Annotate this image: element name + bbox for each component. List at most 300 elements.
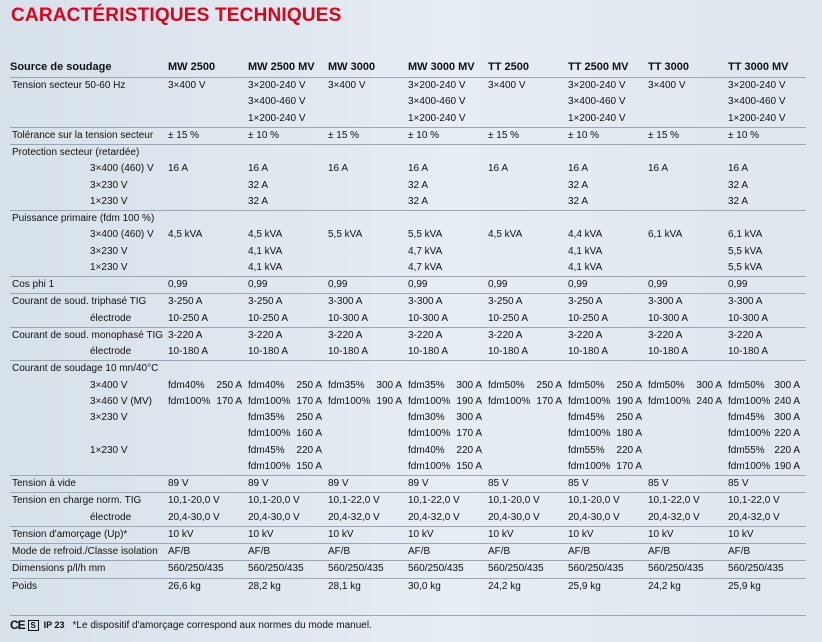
spec-cell: 10,1-22,0 V (328, 493, 408, 510)
spec-cell: 26,6 kg (168, 578, 248, 595)
duty-cycle-percent: fdm45% (248, 444, 285, 456)
row-label: Dimensions p/l/h mm (10, 561, 168, 578)
duty-cycle-current: 150 A (456, 460, 482, 472)
row-label: électrode (90, 346, 132, 358)
spec-cell: 16 A (648, 163, 669, 175)
duty-cycle-current: 170 A (616, 460, 642, 472)
spec-cell (568, 426, 648, 442)
spec-cell (648, 94, 728, 110)
spec-cell (168, 111, 248, 128)
spec-cell: 20,4-30,0 V (248, 511, 300, 523)
spec-cell: 5,5 kVA (728, 245, 763, 257)
duty-cycle-current: 170 A (296, 395, 322, 407)
duty-cycle-percent: fdm55% (568, 444, 605, 456)
spec-cell (248, 410, 328, 426)
spec-cell (168, 459, 248, 476)
duty-cycle-percent: fdm40% (248, 379, 285, 391)
spec-cell (328, 260, 408, 277)
spec-cell (568, 459, 648, 476)
spec-cell (408, 426, 488, 442)
spec-cell (248, 426, 328, 442)
spec-row (10, 394, 806, 410)
spec-cell: 10-180 A (488, 346, 529, 358)
spec-cell: ± 10 % (248, 127, 328, 144)
spec-cell: 560/250/435 (328, 561, 408, 578)
spec-cell (168, 194, 248, 211)
duty-cycle-current: 220 A (616, 444, 642, 456)
spec-cell: ± 10 % (408, 127, 488, 144)
duty-cycle-value (728, 443, 806, 459)
spec-cell: 20,4-32,0 V (728, 511, 780, 523)
spec-cell: 89 V (328, 476, 408, 493)
spec-cell (248, 459, 328, 476)
duty-cycle-value (408, 443, 488, 459)
duty-cycle-value (248, 459, 328, 475)
spec-cell: 20,4-32,0 V (328, 511, 380, 523)
spec-cell (568, 394, 648, 410)
spec-cell: 20,4-32,0 V (648, 511, 700, 523)
spec-cell (328, 111, 408, 128)
spec-cell (328, 426, 408, 442)
spec-row (10, 526, 806, 543)
spec-cell (728, 443, 806, 459)
duty-cycle-percent: fdm100% (408, 395, 451, 407)
footnote: *Le dispositif d'amorçage correspond aux normes du mode manuel. (72, 619, 372, 631)
spec-cell: 0,99 (248, 277, 328, 294)
spec-cell (488, 410, 568, 426)
spec-cell (648, 443, 728, 459)
duty-cycle-value (728, 378, 806, 394)
row-label (10, 459, 168, 476)
spec-cell: 20,4-30,0 V (168, 511, 220, 523)
spec-cell: 10-300 A (328, 312, 369, 324)
spec-cell: 16 A (408, 163, 429, 175)
spec-cell (328, 194, 408, 211)
spec-cell: ± 15 % (648, 127, 728, 144)
spec-cell (648, 111, 728, 128)
spec-cell (248, 443, 328, 459)
spec-cell: 20,4-32,0 V (408, 511, 460, 523)
duty-cycle-value (408, 426, 488, 442)
spec-cell: 6,1 kVA (648, 229, 683, 241)
row-label: 3×230 V (90, 179, 128, 191)
spec-cell: 10-180 A (248, 346, 289, 358)
spec-cell: 3-220 A (728, 327, 806, 344)
duty-cycle-percent: fdm35% (248, 412, 285, 424)
spec-cell: 10-300 A (728, 312, 769, 324)
spec-cell (728, 378, 806, 394)
spec-row (10, 311, 806, 328)
spec-cell (648, 426, 728, 442)
model-header: MW 2500 MV (248, 56, 328, 78)
spec-cell (728, 459, 806, 476)
spec-cell: 3×400-460 V (408, 96, 466, 108)
spec-cell: 3×400 V (168, 78, 248, 95)
spec-cell (488, 111, 568, 128)
spec-cell: 16 A (248, 163, 269, 175)
spec-cell: 10-180 A (408, 346, 449, 358)
spec-cell: 5,5 kVA (328, 229, 363, 241)
spec-cell: 25,9 kg (568, 578, 648, 595)
row-label: électrode (90, 312, 132, 324)
spec-row (10, 94, 806, 110)
duty-cycle-current: 220 A (456, 444, 482, 456)
spec-cell: 89 V (408, 476, 488, 493)
spec-cell: 10 kV (328, 526, 408, 543)
spec-cell: 10 kV (728, 526, 806, 543)
duty-cycle-value (728, 410, 806, 426)
spec-cell: AF/B (328, 544, 408, 561)
duty-cycle-value (568, 443, 648, 459)
spec-cell (168, 443, 248, 459)
spec-row (10, 344, 806, 361)
model-header: MW 3000 (328, 56, 408, 78)
spec-row (10, 544, 806, 561)
row-label: 3×230 V (90, 245, 128, 257)
spec-cell (168, 426, 248, 442)
duty-cycle-percent: fdm100% (248, 460, 291, 472)
spec-cell (568, 378, 648, 394)
spec-cell: AF/B (488, 544, 568, 561)
spec-cell: 32 A (408, 195, 429, 207)
spec-cell: 0,99 (488, 277, 568, 294)
section-label: Courant de soudage 10 mn/40°C (10, 361, 806, 378)
spec-cell (328, 410, 408, 426)
spec-row (10, 561, 806, 578)
spec-cell (168, 378, 248, 394)
spec-cell: 32 A (248, 195, 269, 207)
spec-cell (168, 244, 248, 260)
spec-cell (648, 244, 728, 260)
duty-cycle-percent: fdm50% (568, 379, 605, 391)
spec-cell: 32 A (248, 179, 269, 191)
spec-row (10, 294, 806, 311)
spec-cell: AF/B (648, 544, 728, 561)
spec-cell (648, 378, 728, 394)
spec-cell (568, 410, 648, 426)
spec-cell: 3-220 A (648, 327, 728, 344)
duty-cycle-current: 300 A (774, 412, 800, 424)
duty-cycle-percent: fdm100% (408, 460, 451, 472)
spec-cell (328, 443, 408, 459)
duty-cycle-value (408, 459, 488, 475)
spec-row (10, 578, 806, 595)
spec-cell: 85 V (488, 476, 568, 493)
duty-cycle-value (168, 394, 248, 410)
spec-cell (648, 394, 728, 410)
spec-cell: 10,1-20,0 V (488, 493, 568, 510)
duty-cycle-current: 190 A (456, 395, 482, 407)
row-label: Cos phi 1 (10, 277, 168, 294)
duty-cycle-percent: fdm40% (408, 444, 445, 456)
spec-cell: 20,4-30,0 V (488, 511, 540, 523)
duty-cycle-percent: fdm35% (328, 379, 365, 391)
model-header: TT 2500 (488, 56, 568, 78)
header-row (10, 56, 806, 78)
duty-cycle-current: 300 A (774, 379, 800, 391)
spec-cell (568, 443, 648, 459)
spec-row (10, 260, 806, 277)
duty-cycle-percent: fdm100% (728, 395, 771, 407)
duty-cycle-current: 160 A (296, 428, 322, 440)
spec-cell (408, 410, 488, 426)
duty-cycle-value (488, 378, 568, 394)
spec-cell: 3×400-460 V (248, 96, 306, 108)
duty-cycle-current: 190 A (616, 395, 642, 407)
spec-cell: 3×400 V (488, 78, 568, 95)
model-header: MW 2500 (168, 56, 248, 78)
spec-row (10, 410, 806, 426)
spec-cell (648, 260, 728, 277)
duty-cycle-percent: fdm100% (568, 428, 611, 440)
spec-cell: 10-300 A (648, 312, 689, 324)
row-label (10, 111, 168, 128)
duty-cycle-percent: fdm100% (568, 395, 611, 407)
spec-cell: 16 A (168, 163, 189, 175)
spec-cell: 10-180 A (168, 346, 209, 358)
spec-row (10, 378, 806, 394)
row-label: Tension d'amorçage (Up)* (10, 526, 168, 543)
spec-cell: 16 A (328, 163, 349, 175)
duty-cycle-current: 250 A (616, 379, 642, 391)
spec-cell: 85 V (728, 476, 806, 493)
duty-cycle-value (728, 459, 806, 475)
spec-cell: 85 V (568, 476, 648, 493)
row-label: Tension à vide (10, 476, 168, 493)
duty-cycle-current: 190 A (376, 395, 402, 407)
duty-cycle-value (568, 378, 648, 394)
spec-cell: 3-250 A (568, 294, 648, 311)
row-label: Tension secteur 50-60 Hz (10, 78, 168, 95)
spec-cell: 32 A (408, 179, 429, 191)
duty-cycle-value (568, 394, 648, 410)
spec-cell: 85 V (648, 476, 728, 493)
spec-cell: 1×200-240 V (728, 112, 786, 124)
spec-cell: 3×200-240 V (568, 78, 648, 95)
spec-cell (168, 178, 248, 194)
row-label: Courant de soud. monophasé TIG (10, 327, 168, 344)
spec-cell: 16 A (568, 163, 589, 175)
duty-cycle-percent: fdm50% (488, 379, 525, 391)
row-label: Tolérance sur la tension secteur (10, 127, 168, 144)
certification-marks (10, 618, 65, 632)
spec-cell: 32 A (568, 179, 589, 191)
spec-cell: 3-250 A (168, 294, 248, 311)
duty-cycle-current: 190 A (774, 460, 800, 472)
duty-cycle-current: 250 A (216, 379, 242, 391)
row-label: Tension en charge norm. TIG (10, 493, 168, 510)
spec-cell: AF/B (568, 544, 648, 561)
spec-cell: 6,1 kVA (728, 229, 763, 241)
duty-cycle-value (408, 394, 488, 410)
spec-cell: 1×200-240 V (248, 112, 306, 124)
spec-cell (488, 378, 568, 394)
spec-cell: 16 A (728, 163, 749, 175)
spec-cell: 560/250/435 (568, 561, 648, 578)
duty-cycle-current: 170 A (216, 395, 242, 407)
spec-cell: 10,1-20,0 V (248, 493, 328, 510)
spec-cell: 10,1-22,0 V (648, 493, 728, 510)
spec-row (10, 111, 806, 128)
spec-cell: 10,1-20,0 V (168, 493, 248, 510)
page-title: CARACTÉRISTIQUES TECHNIQUES (11, 5, 342, 26)
spec-cell: 32 A (728, 195, 749, 207)
duty-cycle-value (168, 378, 248, 394)
spec-cell (488, 426, 568, 442)
spec-row (10, 459, 806, 476)
duty-cycle-percent: fdm100% (248, 395, 291, 407)
row-label: 1×230 V (90, 195, 128, 207)
spec-cell (328, 178, 408, 194)
spec-cell: 3-220 A (328, 327, 408, 344)
spec-cell: 3×400 V (328, 78, 408, 95)
duty-cycle-current: 170 A (456, 428, 482, 440)
duty-cycle-current: 300 A (696, 379, 722, 391)
duty-cycle-percent: fdm100% (568, 460, 611, 472)
duty-cycle-current: 220 A (774, 428, 800, 440)
spec-cell: 32 A (568, 195, 589, 207)
model-header: TT 3000 (648, 56, 728, 78)
spec-cell: 3-300 A (728, 294, 806, 311)
spec-cell: 25,9 kg (728, 578, 806, 595)
spec-cell: 10-250 A (248, 312, 289, 324)
spec-cell: 3-220 A (488, 327, 568, 344)
spec-cell: 10-180 A (328, 346, 369, 358)
spec-cell: 30,0 kg (408, 578, 488, 595)
spec-cell: ± 15 % (168, 127, 248, 144)
spec-cell (248, 378, 328, 394)
duty-cycle-current: 220 A (774, 444, 800, 456)
spec-cell: 0,99 (568, 277, 648, 294)
spec-cell (328, 459, 408, 476)
spec-cell: 560/250/435 (168, 561, 248, 578)
footer (10, 615, 806, 634)
duty-cycle-percent: fdm100% (248, 428, 291, 440)
ce-mark-icon: CE (10, 618, 25, 632)
spec-cell: ± 10 % (728, 127, 806, 144)
duty-cycle-percent: fdm30% (408, 412, 445, 424)
spec-row (10, 327, 806, 344)
spec-cell (408, 459, 488, 476)
spec-cell: 3-300 A (648, 294, 728, 311)
spec-cell: 4,1 kVA (568, 261, 603, 273)
spec-cell (168, 260, 248, 277)
spec-cell (648, 194, 728, 211)
spec-cell: 3×200-240 V (408, 78, 488, 95)
spec-cell: 4,1 kVA (248, 245, 283, 257)
row-label: Poids (10, 578, 168, 595)
spec-cell (488, 178, 568, 194)
spec-row (10, 277, 806, 294)
spec-cell: 10-250 A (168, 312, 209, 324)
spec-cell: 3×200-240 V (728, 78, 806, 95)
spec-cell (728, 426, 806, 442)
spec-cell (168, 394, 248, 410)
row-label: 3×400 (460) V (90, 229, 154, 241)
duty-cycle-percent: fdm100% (408, 428, 451, 440)
spec-cell: 4,1 kVA (248, 261, 283, 273)
duty-cycle-value (568, 410, 648, 426)
spec-row (10, 476, 806, 493)
spec-cell: 3×400 V (648, 78, 728, 95)
spec-cell: AF/B (168, 544, 248, 561)
spec-row (10, 78, 806, 95)
spec-cell: 10-180 A (648, 346, 689, 358)
duty-cycle-current: 170 A (536, 395, 562, 407)
duty-cycle-current: 240 A (696, 395, 722, 407)
row-label (10, 426, 168, 442)
spec-cell (408, 378, 488, 394)
section-row (10, 361, 806, 378)
duty-cycle-value (728, 394, 806, 410)
model-header: MW 3000 MV (408, 56, 488, 78)
header-label: Source de soudage (10, 56, 168, 78)
spec-cell: 0,99 (168, 277, 248, 294)
duty-cycle-percent: fdm100% (168, 395, 211, 407)
spec-cell (648, 178, 728, 194)
spec-cell: 3×400-460 V (568, 96, 626, 108)
spec-cell (488, 260, 568, 277)
spec-cell (248, 394, 328, 410)
spec-cell: ± 10 % (568, 127, 648, 144)
row-label: Mode de refroid./Classe isolation (10, 544, 168, 561)
duty-cycle-percent: fdm45% (568, 412, 605, 424)
spec-row (10, 443, 806, 459)
spec-cell: 10,1-22,0 V (728, 493, 806, 510)
duty-cycle-percent: fdm50% (648, 379, 685, 391)
spec-cell (168, 94, 248, 110)
spec-cell (648, 410, 728, 426)
spec-cell: 10-300 A (408, 312, 449, 324)
duty-cycle-current: 250 A (536, 379, 562, 391)
duty-cycle-value (248, 410, 328, 426)
spec-cell: 560/250/435 (408, 561, 488, 578)
spec-cell (488, 459, 568, 476)
spec-row (10, 244, 806, 260)
s-mark-icon: S (28, 620, 39, 631)
spec-row (10, 510, 806, 527)
row-label: 3×400 V (90, 379, 128, 391)
spec-cell: 3-220 A (408, 327, 488, 344)
spec-cell: 560/250/435 (728, 561, 806, 578)
spec-cell: 10-250 A (488, 312, 529, 324)
row-label: Courant de soud. triphasé TIG (10, 294, 168, 311)
spec-cell (408, 443, 488, 459)
spec-row (10, 178, 806, 194)
spec-cell (328, 94, 408, 110)
spec-cell (168, 410, 248, 426)
spec-cell: 3×400-460 V (728, 96, 786, 108)
duty-cycle-percent: fdm100% (648, 395, 691, 407)
row-label: 3×400 (460) V (90, 163, 154, 175)
spec-cell: 0,99 (328, 277, 408, 294)
model-header: TT 3000 MV (728, 56, 806, 78)
spec-cell: 3-220 A (248, 327, 328, 344)
spec-cell (328, 378, 408, 394)
duty-cycle-current: 250 A (296, 379, 322, 391)
section-label: Protection secteur (retardée) (10, 145, 806, 162)
spec-cell (728, 394, 806, 410)
spec-cell: 5,5 kVA (408, 229, 443, 241)
duty-cycle-value (408, 378, 488, 394)
spec-table (10, 56, 806, 595)
spec-cell: 3-300 A (328, 294, 408, 311)
row-label: électrode (90, 511, 132, 523)
spec-cell: AF/B (728, 544, 806, 561)
duty-cycle-value (248, 426, 328, 442)
spec-cell: 89 V (168, 476, 248, 493)
spec-cell: ± 15 % (488, 127, 568, 144)
